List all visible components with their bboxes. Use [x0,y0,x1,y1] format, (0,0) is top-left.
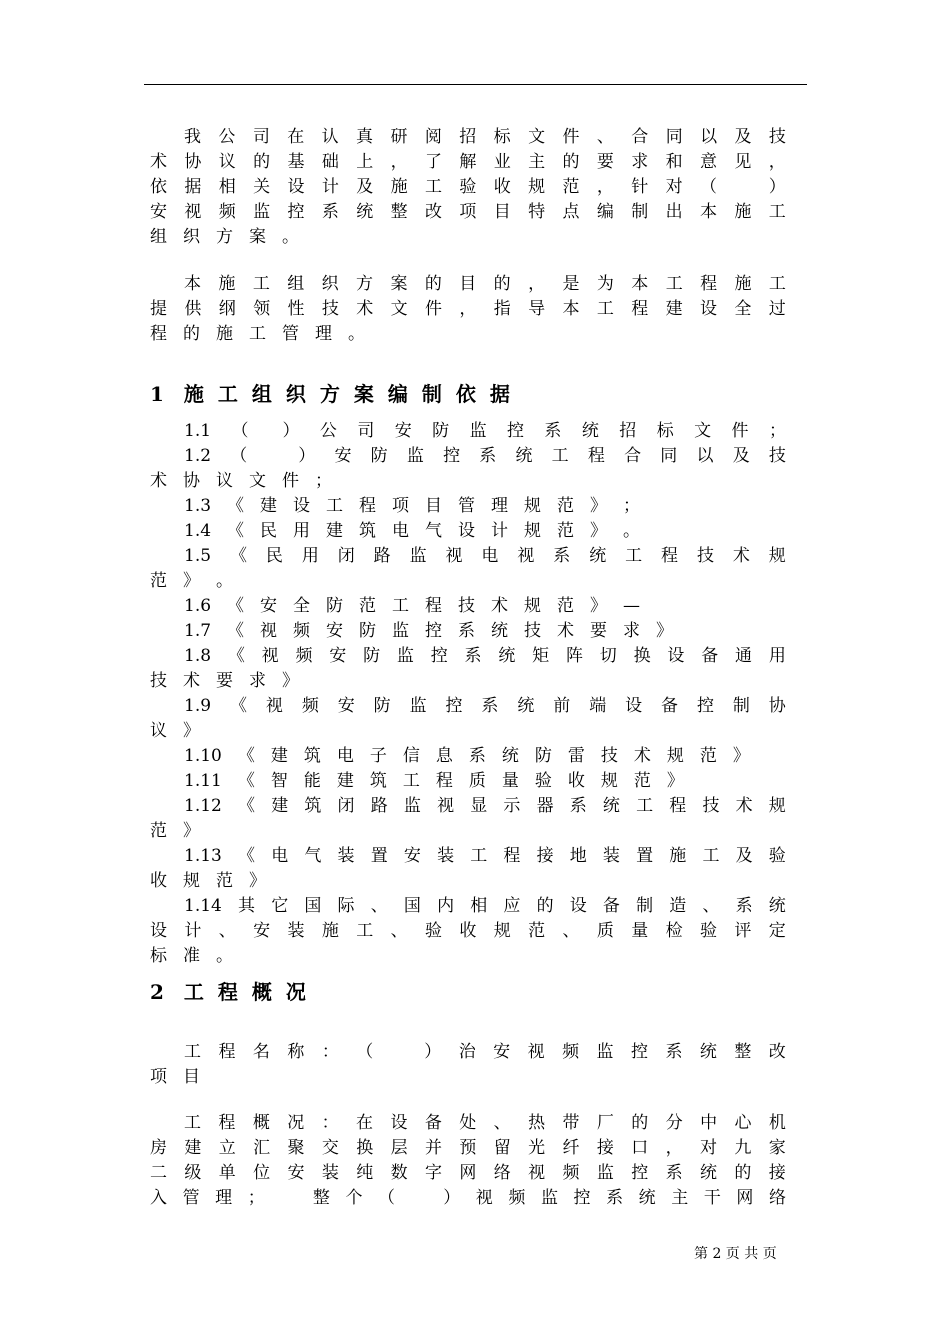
section-1-heading [150,379,538,409]
basis-item-line: 1.3 《 建 设 工 程 项 目 管 理 规 范 》 ； [184,496,641,516]
intro-line: 组 织 方 案 。 [150,227,299,247]
basis-item-line: 术 协 议 文 件 ； [150,471,332,491]
basis-item-line: 1.2 （ ） 安 防 监 控 系 统 工 程 合 同 以 及 技 [184,446,786,466]
basis-item-line: 议 》 [150,721,200,741]
basis-item-line: 1.13 《 电 气 装 置 安 装 工 程 接 地 装 置 施 工 及 验 [184,846,786,866]
section-1-title: 施工组织方案编制依据 [183,382,524,406]
section-2-number: 2 [150,980,164,1004]
intro-line: 程 的 施 工 管 理 。 [150,324,365,344]
basis-item-line: 收 规 范 》 [150,871,266,891]
intro-line: 术 协 议 的 基 础 上 ， 了 解 业 主 的 要 求 和 意 见 ， [150,152,786,172]
overview-line: 房 建 立 汇 聚 交 换 层 并 预 留 光 纤 接 口 ， 对 九 家 [150,1138,786,1158]
basis-item-line: 1.11 《 智 能 建 筑 工 程 质 量 验 收 规 范 》 [184,771,684,791]
header-rule [144,84,807,85]
basis-item-line: 范 》 。 [150,571,233,591]
section-1-number: 1 [150,382,164,406]
overview-line: 二 级 单 位 安 装 纯 数 字 网 络 视 频 监 控 系 统 的 接 [150,1163,786,1183]
intro-line: 本 施 工 组 织 方 案 的 目 的 ， 是 为 本 工 程 施 工 [184,274,786,294]
section-2-title: 工程概况 [183,980,320,1004]
basis-item-line: 1.6 《 安 全 防 范 工 程 技 术 规 范 》 — [184,596,641,616]
intro-line: 提 供 纲 领 性 技 术 文 件 ， 指 导 本 工 程 建 设 全 过 [150,299,786,319]
overview-line: 项 目 [150,1067,200,1087]
basis-item-line: 1.9 《 视 频 安 防 监 控 系 统 前 端 设 备 控 制 协 [184,696,786,716]
intro-line: 依 据 相 关 设 计 及 施 工 验 收 规 范 ， 针 对 （ ） [150,177,786,197]
basis-item-line: 1.8 《 视 频 安 防 监 控 系 统 矩 阵 切 换 设 备 通 用 [184,646,786,666]
basis-item-line: 1.12 《 建 筑 闭 路 监 视 显 示 器 系 统 工 程 技 术 规 [184,796,786,816]
intro-line: 安 视 频 监 控 系 统 整 改 项 目 特 点 编 制 出 本 施 工 [150,202,786,222]
overview-line: 工 程 名 称 ： （ ） 治 安 视 频 监 控 系 统 整 改 [184,1042,786,1062]
basis-item-line: 1.5 《 民 用 闭 路 监 视 电 视 系 统 工 程 技 术 规 [184,546,786,566]
page-footer: 第 2 页 共 页 [694,1246,777,1262]
basis-item-line: 1.7 《 视 频 安 防 监 控 系 统 技 术 要 求 》 [184,621,674,641]
intro-line: 我 公 司 在 认 真 研 阅 招 标 文 件 、 合 同 以 及 技 [184,127,786,147]
basis-item-line: 技 术 要 求 》 [150,671,299,691]
basis-item-line: 设 计 、 安 装 施 工 、 验 收 规 范 、 质 量 检 验 评 定 [150,921,786,941]
basis-item-line: 范 》 [150,821,200,841]
basis-item-line: 1.10 《 建 筑 电 子 信 息 系 统 防 雷 技 术 规 范 》 [184,746,750,766]
section-2-heading [150,977,334,1007]
basis-item-line: 标 准 。 [150,946,233,966]
overview-line: 入 管 理 ； 整 个 （ ） 视 频 监 控 系 统 主 干 网 络 [150,1188,786,1208]
basis-item-line: 1.4 《 民 用 建 筑 电 气 设 计 规 范 》 。 [184,521,641,541]
basis-item-line: 1.1 （ ） 公 司 安 防 监 控 系 统 招 标 文 件 ； [184,421,786,441]
overview-line: 工 程 概 况 ： 在 设 备 处 、 热 带 厂 的 分 中 心 机 [184,1113,786,1133]
basis-item-line: 1.14 其 它 国 际 、 国 内 相 应 的 设 备 制 造 、 系 统 [184,896,786,916]
